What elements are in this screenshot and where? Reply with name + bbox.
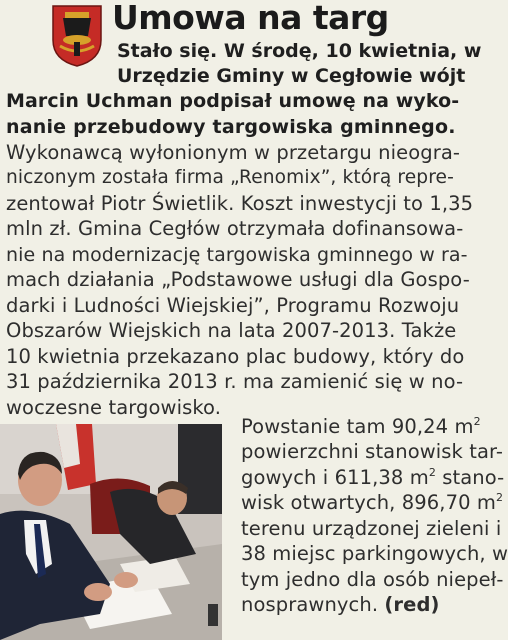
body-line: mach działania „Podstawowe usługi dla Gospo- [6, 268, 470, 291]
lead-line: Urzędzie Gminy w Cegłowie wójt [117, 65, 466, 87]
body-line: nie na modernizację targowiska gminnego w ra- [6, 244, 468, 266]
body-line: 31 października 2013 r. ma zamienić się w no- [6, 370, 464, 393]
body-line: niczonym została firma „Renomix”, którą repre- [6, 167, 454, 188]
right-line: powierzchni stanowisk tar- [241, 440, 504, 463]
right-line: Powstanie tam 90,24 $m^2$ [241, 415, 481, 438]
body-line: woczesne targowisko. [6, 396, 222, 419]
body-line: Obszarów Wiejskich na lata 2007-2013. Także [6, 319, 457, 342]
photo [0, 424, 222, 640]
body-line: Wykonawcą wyłonionym w przetargu nieogra- [6, 141, 461, 164]
lead-line: nanie przebudowy targowiska gminnego. [6, 116, 456, 138]
right-line: terenu urządzonej zieleni i [241, 517, 502, 540]
lead-line: Stało się. W środę, 10 kwietnia, w [117, 40, 482, 62]
body-line: zentował Piotr Świetlik. Koszt inwestycji to 1,35 [6, 192, 474, 215]
signature: (red) [384, 593, 440, 616]
right-line: 38 miejsc parkingowych, w [241, 542, 508, 565]
lead-line: Marcin Uchman podpisał umowę na wyko- [6, 90, 460, 112]
body-line: mln zł. Gmina Cegłów otrzymała dofinansowa- [6, 217, 464, 240]
body-line: 10 kwietnia przekazano plac budowy, który do [6, 345, 465, 368]
crest-icon [50, 2, 104, 68]
right-line: nosprawnych. (red) [241, 593, 440, 616]
article-title: Umowa na targ [112, 0, 389, 37]
body-line: darki i Ludności Wiejskiej”, Programu Rozwoju [6, 294, 460, 317]
right-line: wisk otwartych, 896,70 $m^2$ [241, 491, 504, 514]
right-line: tym jedno dla osób niepeł- [241, 568, 504, 591]
right-line: gowych i 611,38 $m^2$ stano- [241, 466, 505, 489]
